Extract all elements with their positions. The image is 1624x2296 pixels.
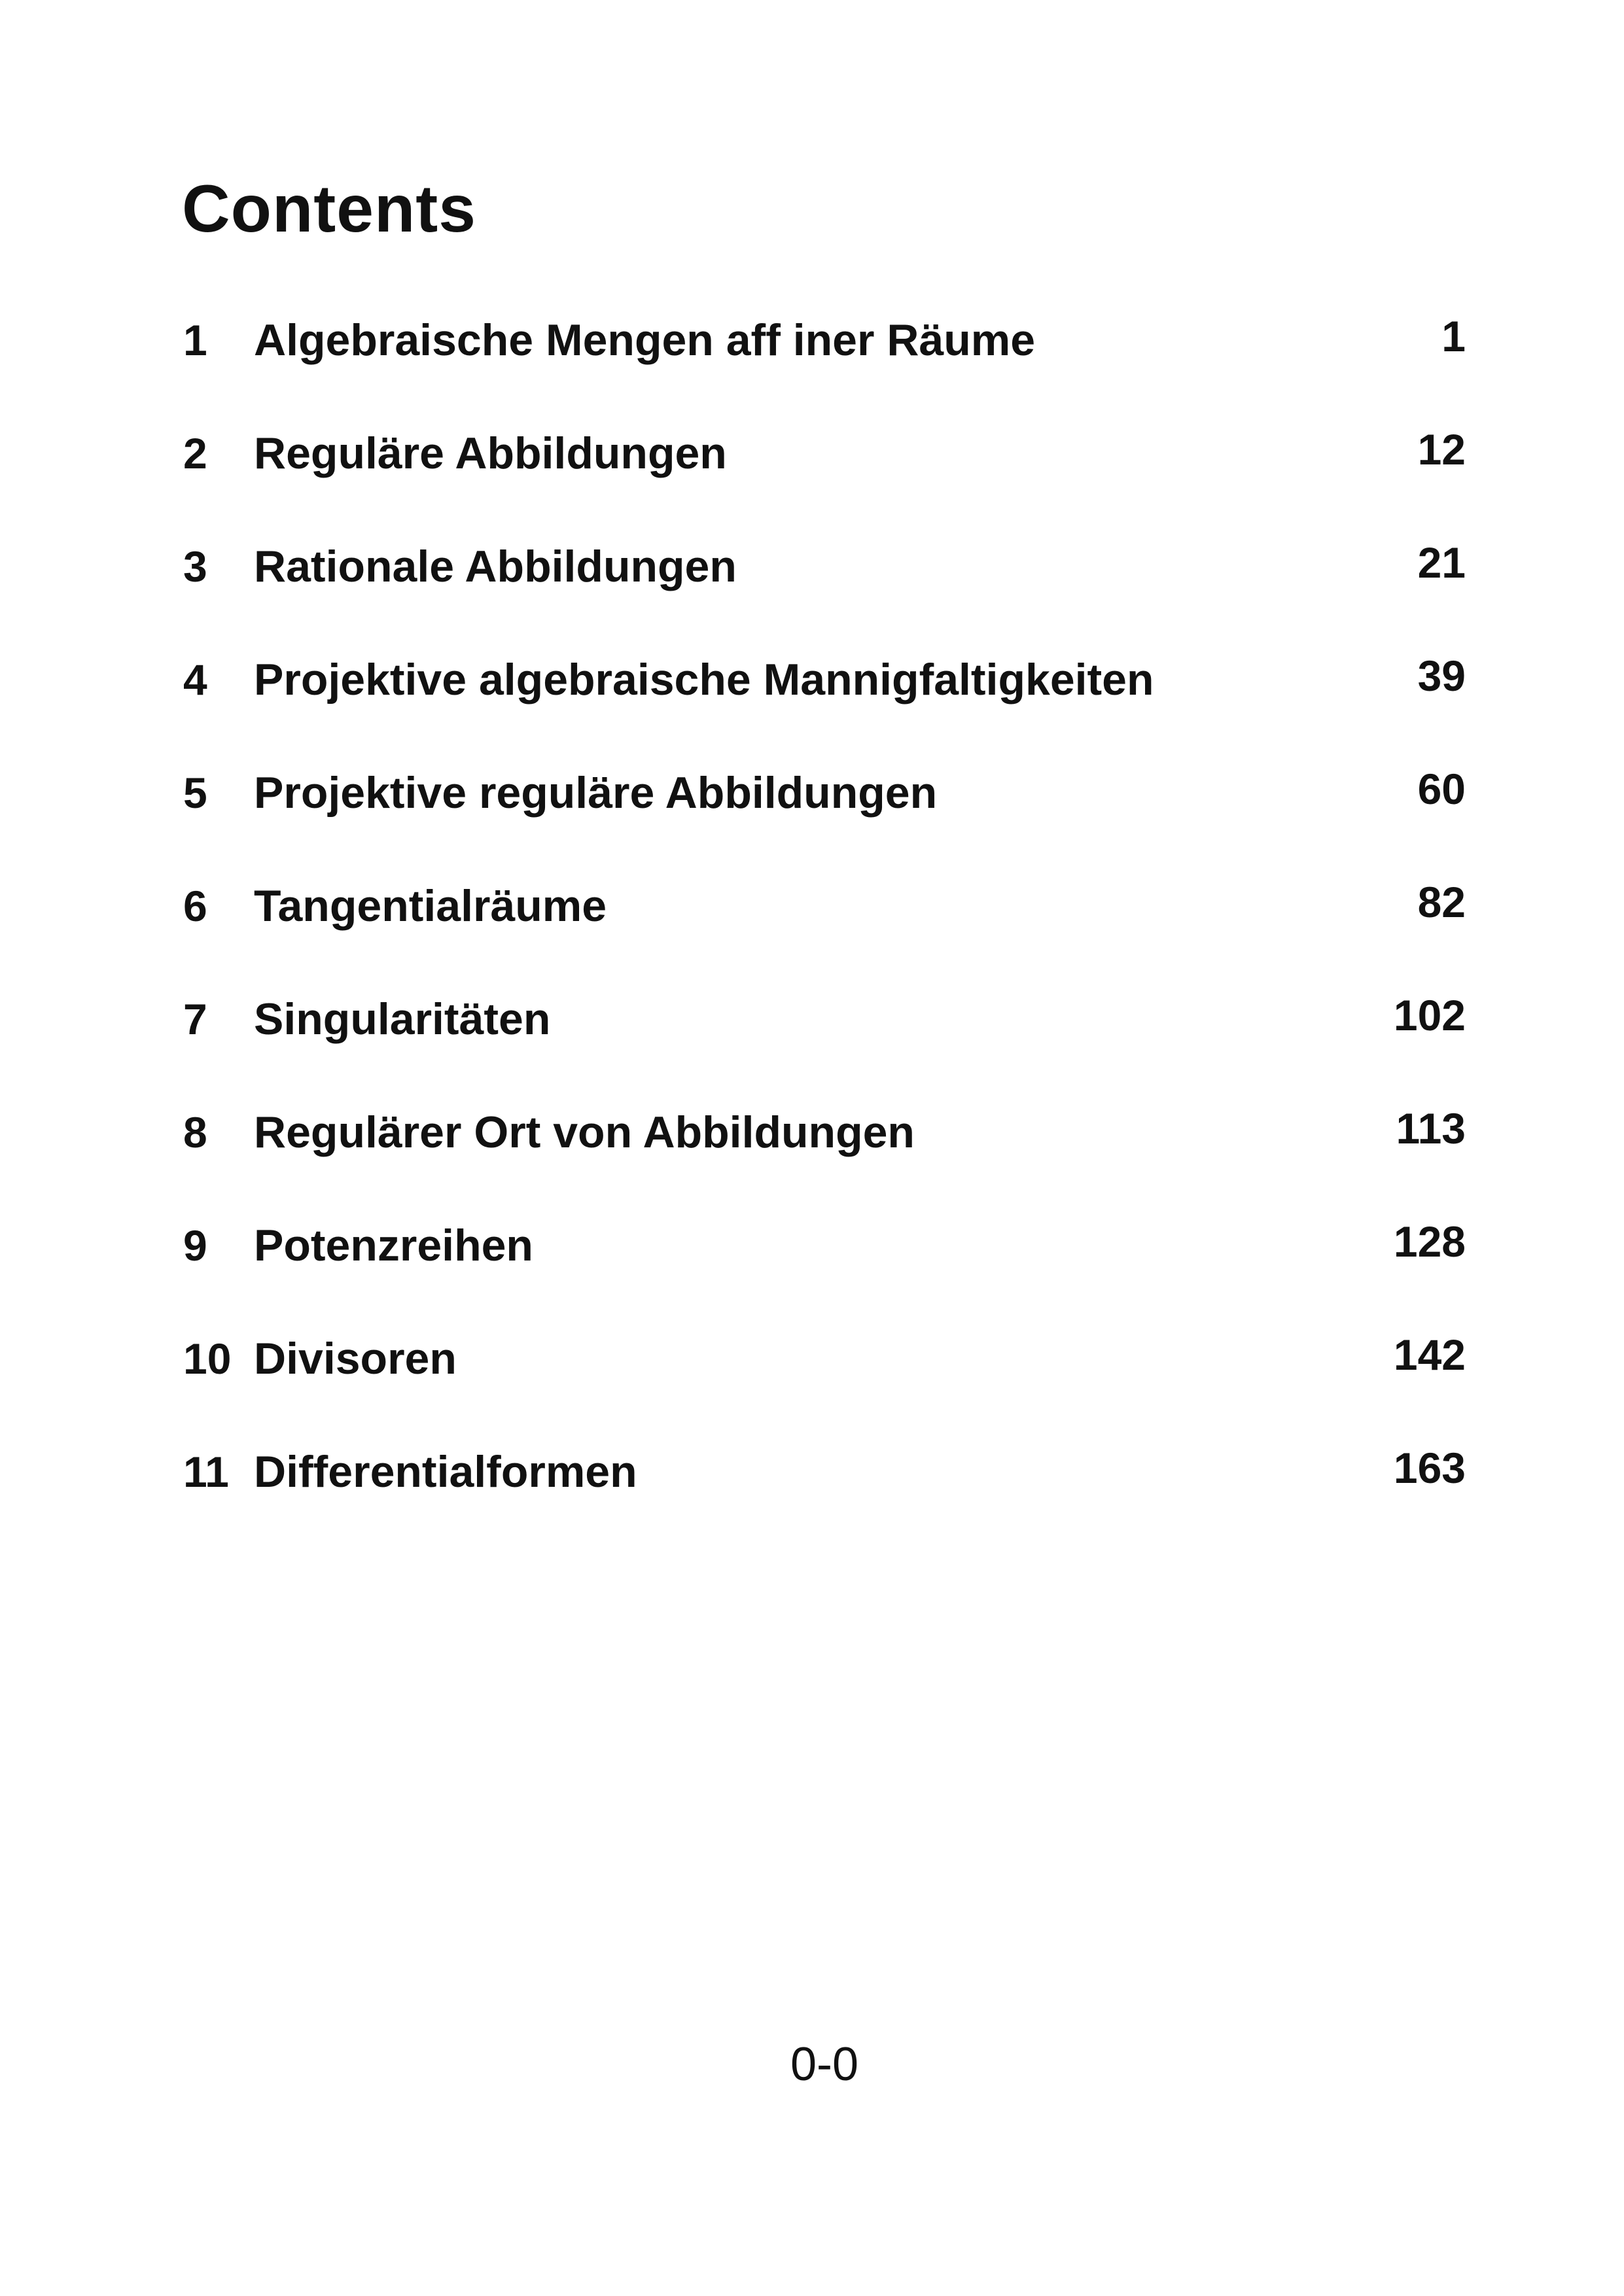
toc-entry-number: 8: [183, 1108, 207, 1157]
toc-entry-page: 113: [1396, 1104, 1466, 1153]
toc-entry-title: Singularitäten: [254, 994, 551, 1044]
toc-entry: [183, 767, 1466, 880]
toc-entry: [183, 653, 1466, 767]
page-title: Contents: [182, 171, 476, 246]
toc-entry: [183, 1332, 1466, 1446]
toc-entry-title: Differentialformen: [254, 1447, 637, 1497]
page-footer-number: 0-0: [790, 2038, 859, 2091]
toc-entry-number: 5: [183, 769, 207, 817]
toc-entry-page: 21: [1417, 538, 1466, 587]
toc-entry-page: 142: [1393, 1331, 1466, 1379]
toc-entry-title: Projektive algebraische Mannigfaltigkeiten: [254, 655, 1154, 704]
toc-entry-page: 39: [1417, 652, 1466, 700]
toc-entry: [183, 1106, 1466, 1219]
toc-entry-page: 82: [1417, 878, 1466, 926]
toc-entry-number: 1: [183, 316, 207, 364]
toc-entry-page: 102: [1393, 991, 1466, 1039]
table-of-contents: [183, 314, 1466, 1559]
toc-entry-page: 128: [1393, 1217, 1466, 1266]
toc-entry-number: 6: [183, 882, 207, 930]
toc-entry-number: 4: [183, 655, 207, 704]
toc-entry-number: 11: [183, 1448, 229, 1496]
toc-entry: [183, 427, 1466, 540]
toc-entry-title: Regulärer Ort von Abbildungen: [254, 1107, 915, 1157]
toc-entry-title: Algebraische Mengen aff iner Räume: [254, 315, 1036, 365]
toc-entry: [183, 1219, 1466, 1332]
toc-entry-number: 9: [183, 1221, 207, 1270]
toc-entry-page: 60: [1417, 765, 1466, 813]
toc-entry: [183, 540, 1466, 653]
toc-entry: [183, 880, 1466, 993]
toc-entry-title: Tangentialräume: [254, 881, 607, 931]
toc-entry-title: Projektive reguläre Abbildungen: [254, 768, 938, 818]
toc-entry: [183, 993, 1466, 1106]
toc-entry-title: Rationale Abbildungen: [254, 542, 737, 591]
toc-entry-page: 12: [1417, 425, 1466, 474]
toc-entry-title: Divisoren: [254, 1334, 457, 1383]
toc-entry: [183, 1446, 1466, 1559]
toc-entry-number: 2: [183, 429, 207, 478]
toc-entry-title: Potenzreihen: [254, 1221, 533, 1270]
toc-entry-number: 7: [183, 995, 207, 1043]
toc-entry: [183, 314, 1466, 427]
toc-entry-number: 3: [183, 542, 207, 591]
toc-entry-number: 10: [183, 1334, 232, 1383]
toc-entry-page: 1: [1441, 312, 1466, 360]
toc-entry-title: Reguläre Abbildungen: [254, 428, 727, 478]
toc-entry-page: 163: [1393, 1444, 1466, 1492]
